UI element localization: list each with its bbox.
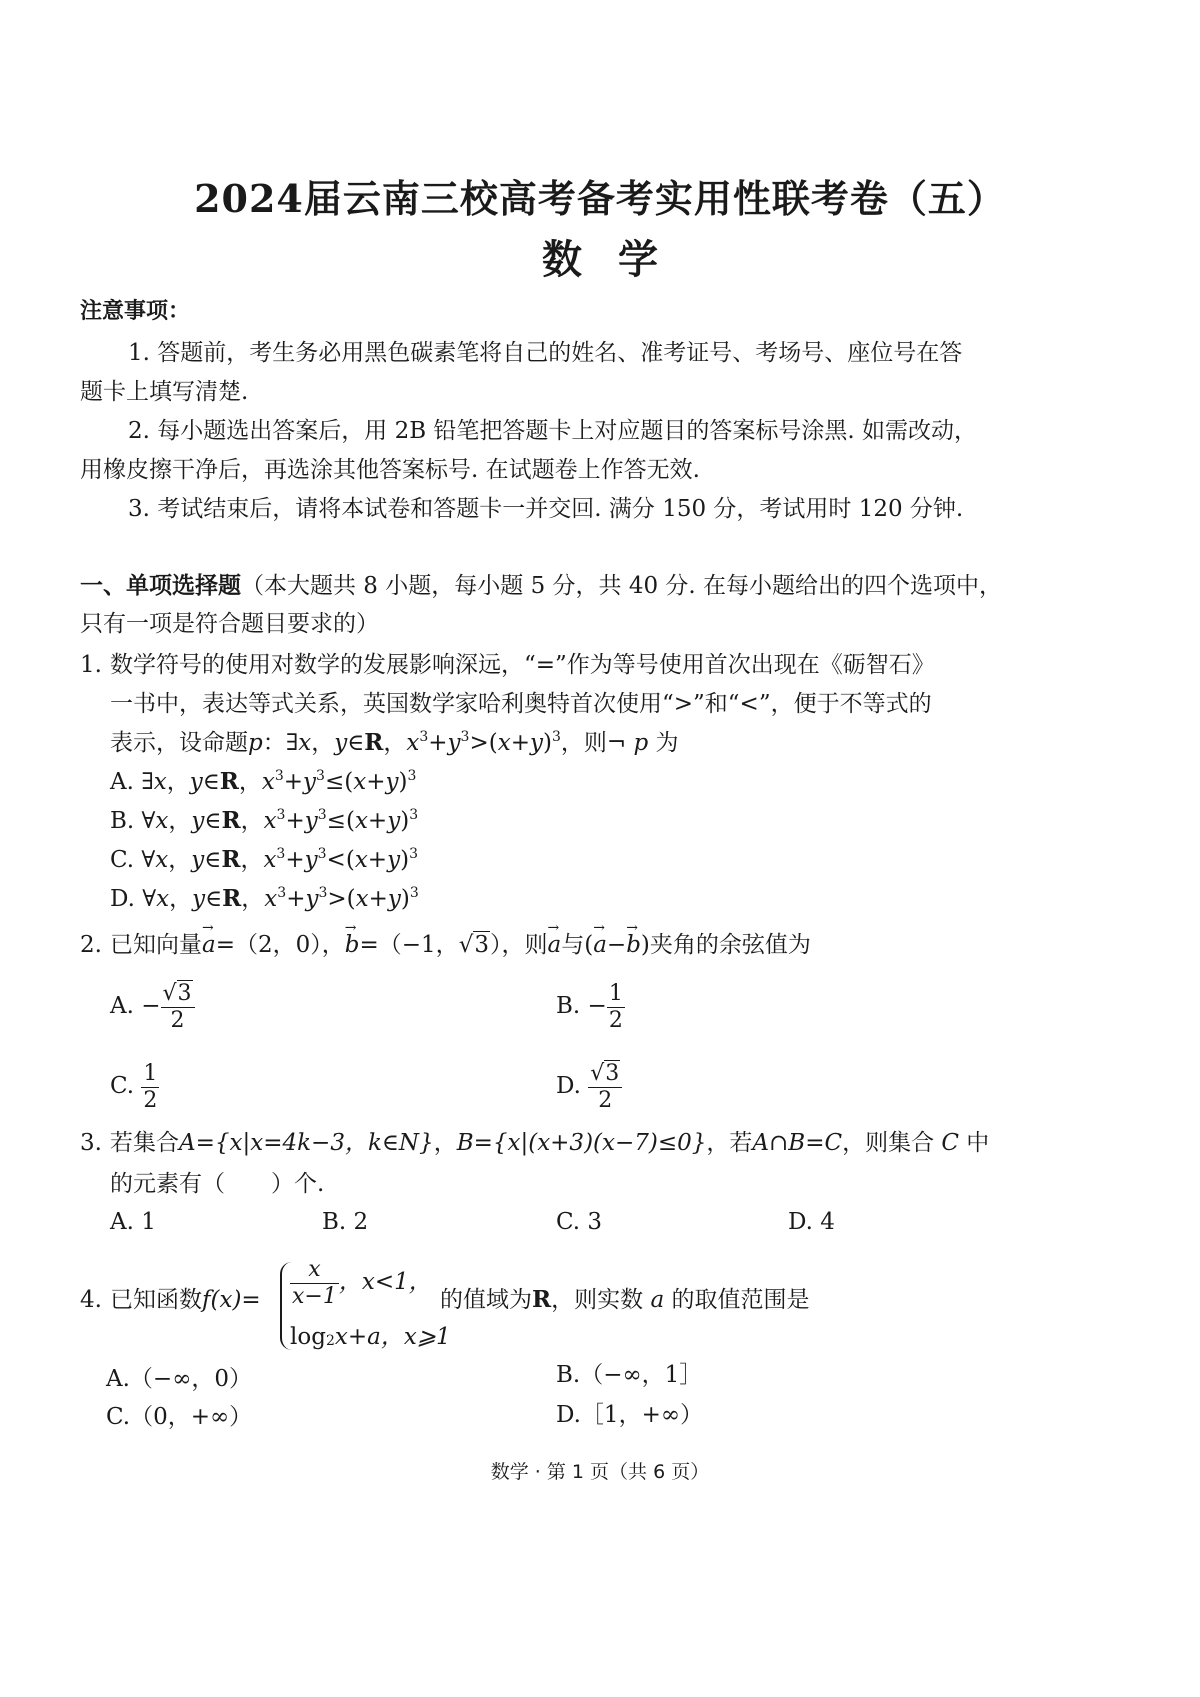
q1-line-3-suffix: ，则¬ xyxy=(560,730,627,756)
q4-option-a: A.（−∞，0） xyxy=(106,1366,252,1392)
q1-line-2: 一书中，表达等式关系，英国数学家哈利奥特首次使用“>”和“<”，便于不等式的 xyxy=(110,691,932,717)
q3-option-b: B. 2 xyxy=(322,1209,369,1235)
q3-line-1: 若集合A={x|x=4k−3，k∈N}，B={x|(x+3)(x−7)≤0}，若A∩B=C，则集合 C 中 xyxy=(110,1130,990,1156)
q4-stem-b: 的值域为R，则实数 a 的取值范围是 xyxy=(440,1286,810,1313)
exam-title: 2024届云南三校高考备考实用性联考卷（五） xyxy=(194,176,1006,221)
q4-option-d: D.［1，+∞） xyxy=(556,1402,703,1428)
q1-p: p xyxy=(248,730,263,756)
q2-option-d: D. $\frac{√3}{2}$ xyxy=(556,1058,622,1114)
q1-line-3-prefix: 表示，设命题 xyxy=(110,730,248,756)
q1-option-c: C. ∀x，y∈R，$x^3+y^3<(x+y)^3$ xyxy=(110,846,418,873)
q3-line-2: 的元素有（ ）个. xyxy=(110,1171,325,1197)
q4-piece-2: $\log_2x+a$，x⩾1 xyxy=(290,1324,451,1350)
q4-option-c: C.（0，+∞） xyxy=(106,1404,253,1430)
section-1-heading: 一、单项选择题 xyxy=(80,573,241,599)
q1-line-3: 表示，设命题p：∃x，y∈R，$x^3+y^3>(x+y)^3$，则¬ p 为 xyxy=(110,729,679,756)
q1-option-a: A. ∃x，y∈R，$x^3+y^3\le(x+y)^3$ xyxy=(110,768,417,795)
q3-number: 3. xyxy=(80,1130,102,1156)
subject-title: 数学 xyxy=(542,236,694,283)
q2-option-a: A. − $\frac{√3}{2}$ xyxy=(110,978,195,1034)
section-1-desc-2: 只有一项是符合题目要求的） xyxy=(80,611,379,637)
q2-option-b: B. − $\frac{1}{2}$ xyxy=(556,980,623,1033)
section-1-line-1 xyxy=(80,571,1002,601)
notice-item-2-line-2: 用橡皮擦干净后，再选涂其他答案标号. 在试题卷上作答无效. xyxy=(80,457,700,483)
q4-piece-1: $\frac{x}{x-1}$ ，x<1， xyxy=(292,1256,432,1309)
notice-heading: 注意事项： xyxy=(80,299,191,324)
q4-number: 4. xyxy=(80,1287,102,1313)
q3-option-a: A. 1 xyxy=(110,1209,156,1235)
notice-item-1-line-2: 题卡上填写清楚. xyxy=(80,379,249,405)
notice-item-2-line-1: 2. 每小题选出答案后，用 2B 铅笔把答题卡上对应题目的答案标号涂黑. 如需改动， xyxy=(128,418,978,444)
q4-option-b: B.（−∞，1］ xyxy=(556,1362,703,1388)
q1-p-2: p xyxy=(633,730,649,756)
q3-option-d: D. 4 xyxy=(788,1209,835,1235)
q2-stem: 已知向量a →=（2，0），b →=（−1，√3），则a →与(a →−b →)夹角的余弦值为 xyxy=(110,930,811,960)
q1-number: 1. xyxy=(80,652,102,678)
q2-number: 2. xyxy=(80,932,102,958)
q1-line-1: 数学符号的使用对数学的发展影响深远，“=”作为等号使用首次出现在《砺智石》 xyxy=(110,652,935,678)
q3-option-c: C. 3 xyxy=(556,1209,603,1235)
section-1-desc-1: （本大题共 8 小题，每小题 5 分，共 40 分. 在每小题给出的四个选项中， xyxy=(241,573,1003,599)
notice-item-3: 3. 考试结束后，请将本试卷和答题卡一并交回. 满分 150 分，考试用时 120 分钟. xyxy=(128,496,964,522)
q4-stem-a: 已知函数f(x)= xyxy=(110,1287,261,1313)
q1-option-d: D. ∀x，y∈R，$x^3+y^3>(x+y)^3$ xyxy=(110,885,419,912)
q1-line-3-mid: ：∃ xyxy=(262,730,299,756)
q1-line-3-end: 为 xyxy=(655,730,679,756)
notice-item-1-line-1: 1. 答题前，考生务必用黑色碳素笔将自己的姓名、准考证号、考场号、座位号在答 xyxy=(128,340,963,366)
q2-option-c: C. $\frac{1}{2}$ xyxy=(110,1060,158,1113)
page-footer: 数学 · 第 1 页（共 6 页） xyxy=(490,1461,710,1483)
q1-option-b: B. ∀x，y∈R，$x^3+y^3\le(x+y)^3$ xyxy=(110,807,419,834)
